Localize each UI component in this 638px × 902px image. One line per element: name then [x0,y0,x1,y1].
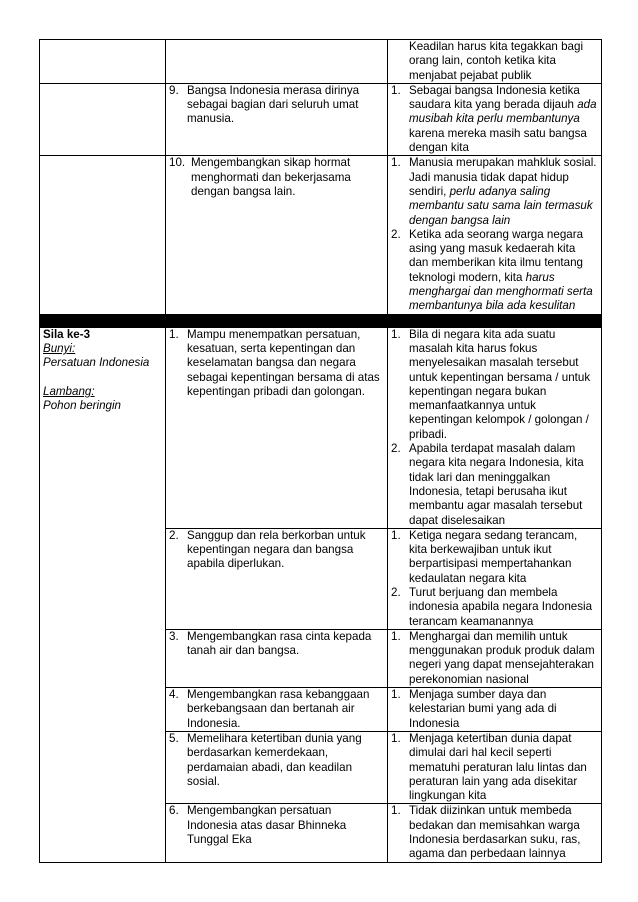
sikap-list [169,156,383,199]
contoh-item [391,732,597,803]
item-number: 2. [391,227,401,241]
contoh-item [391,586,597,629]
item-number: 2. [169,528,179,542]
sikap-item [169,804,383,847]
item-text [409,688,597,731]
item-text: Mengembangkan rasa cinta kepada tanah air dan bangsa. [187,629,372,658]
item-text [409,156,597,227]
item-number: 1. [391,731,401,745]
italic-phrase: perlu adanya saling membantu satu sama lain termasuk dengan bangsa lain [409,184,593,227]
sikap-item [169,688,383,731]
contoh-item [391,228,597,314]
sikap-cell [166,83,388,155]
item-number: 9. [169,83,179,97]
item-text [409,328,597,442]
item-number: 2. [391,442,401,456]
sikap-cell [166,156,388,314]
sikap-list [169,328,383,399]
item-number: 1. [391,327,401,341]
table-row [40,327,602,528]
sila-cell [40,40,166,84]
contoh-list [391,328,597,528]
item-text [409,228,597,314]
table-section-sila-3 [40,327,602,862]
sila-cell [40,83,166,155]
text-phrase: Menjaga ketertiban dunia dapat dimulai dari hal kecil seperti mematuhi peraturan lalu lintas dan peraturan lain yang ada disekitar lingkungan kita [409,731,587,803]
item-text [409,804,597,861]
item-text: Memelihara ketertiban dunia yang berdasarkan kemerdekaan, perdamaian abadi, dan keadilan sosial. [187,731,362,788]
contoh-list [391,732,597,803]
item-text: Mengembangkan rasa kebanggaan berkebangsaan dan bertanah air Indonesia. [187,688,370,730]
item-text [409,529,597,586]
item-text: Mengembangkan persatuan Indonesia atas dasar Bhinneka Tunggal Eka [187,804,347,847]
text-phrase: Keadilan harus kita tegakkan bagi orang lain, contoh ketika kita menjabat pejabat publik [409,40,584,82]
contoh-list [391,529,597,629]
sikap-cell [166,804,388,862]
continued-text [391,40,597,83]
bunyi-text: Persatuan Indonesia [43,356,150,370]
sikap-list [169,732,383,789]
sikap-cell [166,731,388,803]
item-number: 10. [169,156,186,170]
sikap-list [169,630,383,659]
contoh-list [391,84,597,155]
item-text: Sanggup dan rela berkorban untuk kepentingan negara dan bangsa apabila diperlukan. [187,528,366,571]
table-row [40,156,602,314]
text-phrase: Manusia merupakan mahkluk sosial. Jadi manusia tidak dapat hidup sendiri, [409,156,597,198]
sila-title: Sila ke-3 [43,327,91,341]
sikap-item [169,630,383,659]
lambang-text: Pohon beringin [43,399,121,413]
sikap-list [169,84,383,127]
table-separator [40,314,602,327]
pancasila-table [39,39,602,863]
item-text: Bangsa Indonesia merasa dirinya sebagai bagian dari seluruh umat manusia. [187,83,360,126]
bunyi-label: Bunyi: [43,341,76,355]
contoh-list [391,804,597,861]
sikap-item [169,328,383,399]
item-number: 3. [169,629,179,643]
text-phrase: Ketiga negara sedang terancam, kita berkewajiban untuk ikut berpartisipasi mempertahankan kedaulatan negara kita [409,528,578,585]
item-number: 2. [391,585,401,599]
item-number: 4. [169,688,179,702]
sikap-cell [166,40,388,84]
contoh-item [391,804,597,861]
item-number: 1. [391,83,401,97]
contoh-item [391,688,597,731]
text-phrase: Ketika ada seorang warga negara asing yang masuk kedaerah kita dan memberikan kita ilmu tentang teknologi modern, kita [409,227,584,284]
contoh-item [391,84,597,155]
contoh-cell [388,804,602,862]
sikap-item [169,529,383,572]
item-text [409,630,597,687]
text-phrase: karena mereka masih satu bangsa dengan kita [409,126,587,155]
separator-row [40,314,602,327]
item-number: 1. [391,156,401,170]
sikap-cell [166,629,388,687]
text-phrase: Tidak diizinkan untuk membeda bedakan dan memisahkan warga Indonesia berdasarkan suku, ras, agama dan perbedaan lainnya [409,804,581,861]
text-phrase: Sebagai bangsa Indonesia ketika saudara kita yang berada dijauh [409,83,580,112]
item-text [409,586,597,629]
item-number: 6. [169,804,179,818]
item-text: Mampu menempatkan persatuan, kesatuan, serta kepentingan dan keselamatan bangsa dan negara sebagai kepentingan bersama di atas kepentingan pribadi dan golongan. [187,327,380,398]
contoh-cell [388,156,602,314]
item-number: 1. [391,528,401,542]
sikap-item [169,732,383,789]
lambang-label: Lambang: [43,384,95,398]
contoh-cell [388,40,602,84]
sikap-cell [166,327,388,528]
item-number: 1. [391,629,401,643]
contoh-item [391,442,597,528]
item-number: 1. [391,688,401,702]
text-phrase: Menjaga sumber daya dan kelestarian bumi yang ada di Indonesia [409,688,557,730]
sikap-cell [166,528,388,629]
contoh-cell [388,731,602,803]
contoh-cell [388,83,602,155]
contoh-cell [388,629,602,687]
italic-phrase: ada musibah kita perlu membantunya [409,98,597,126]
item-text [409,442,597,528]
sikap-item [169,156,383,199]
spacer [43,371,161,385]
item-text [409,732,597,803]
text-phrase: Bila di negara kita ada suatu masalah kita harus fokus menyelesaikan masalah tersebut untuk kepentingan bersama / untuk kepentingan negara bukan memanfaatkannya untuk kepentingan kelompok / golongan / pribadi. [409,327,591,441]
contoh-list [391,156,597,313]
contoh-list [391,630,597,687]
italic-phrase: harus menghargai dan menghormati serta membantunya bila ada kesulitan [409,270,593,313]
contoh-item [391,529,597,586]
item-number: 5. [169,731,179,745]
sikap-list [169,529,383,572]
table-section-sila-2 [40,40,602,315]
sikap-list [169,688,383,731]
contoh-item [391,156,597,227]
sila-cell [40,327,166,862]
text-phrase: Turut berjuang dan membela indonesia apabila negara Indonesia terancam keamanannya [409,585,593,628]
sila-cell [40,156,166,314]
contoh-cell [388,528,602,629]
item-number: 1. [391,804,401,818]
table-row [40,40,602,84]
item-text [409,84,597,155]
sikap-list [169,804,383,847]
text-phrase: Menghargai dan memilih untuk menggunakan produk produk dalam negeri yang dapat mensejahterakan perekonomian nasional [409,629,595,686]
contoh-cell [388,688,602,732]
contoh-list [391,688,597,731]
text-phrase: Apabila terdapat masalah dalam negara kita negara Indonesia, kita tidak lari dan meninggalkan Indonesia, tetapi berusaha ikut membantu agar masalah tersebut dapat diselesaikan [409,442,584,527]
contoh-item [391,328,597,442]
table-row [40,83,602,155]
item-text: Mengembangkan sikap hormat menghormati dan bekerjasama dengan bangsa lain. [191,156,351,198]
sikap-item [169,84,383,127]
item-number: 1. [169,327,179,341]
sikap-cell [166,688,388,732]
contoh-cell [388,327,602,528]
contoh-item [391,630,597,687]
